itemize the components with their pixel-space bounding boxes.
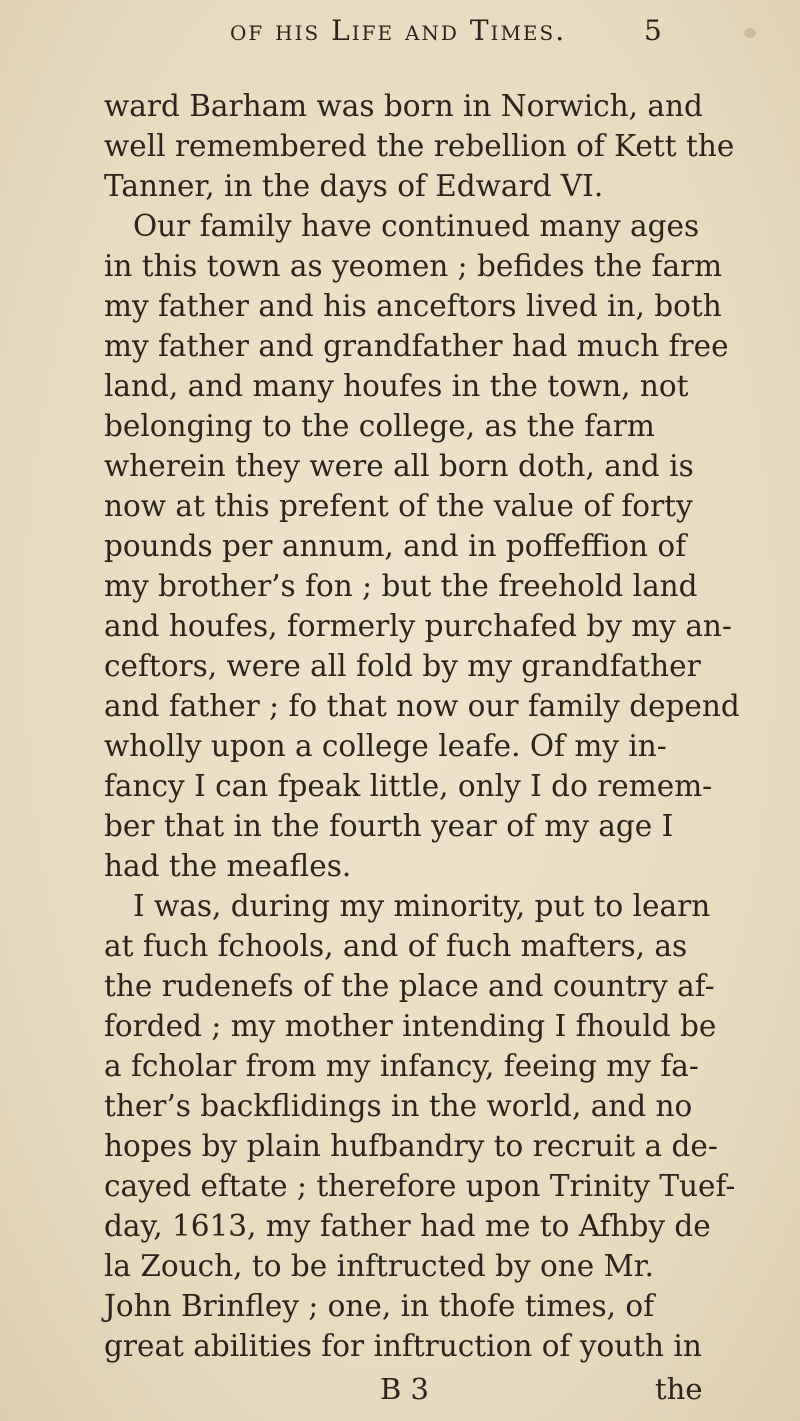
text-line: I was, during my minority, put to learn (133, 889, 711, 923)
text-line: the rudenefs of the place and country af- (104, 969, 715, 1003)
running-head (0, 14, 800, 54)
text-line: my father and grandfather had much free (104, 329, 729, 363)
text-line: my father and his anceftors lived in, both (104, 289, 722, 323)
text-line: day, 1613, my father had me to Afhby de (104, 1209, 711, 1243)
text-line: pounds per annum, and in poffeffion of (104, 529, 687, 563)
signature-mark: B 3 (380, 1372, 429, 1406)
text-line: ward Barham was born in Norwich, and (104, 89, 703, 123)
text-line: Tanner, in the days of Edward VI. (104, 169, 604, 203)
text-line: cayed eftate ; therefore upon Trinity Tuef- (104, 1169, 736, 1203)
catchword: the (655, 1372, 703, 1406)
text-line: had the meafles. (104, 849, 352, 883)
text-line: wholly upon a college leafe. Of my in- (104, 729, 667, 763)
text-line: Our family have continued many ages (133, 209, 700, 243)
text-line: John Brinfley ; one, in thofe times, of (104, 1289, 655, 1323)
text-line: great abilities for inftruction of youth in (104, 1329, 702, 1363)
text-line: ber that in the fourth year of my age I (104, 809, 674, 843)
text-line: at fuch fchools, and of fuch mafters, as (104, 929, 688, 963)
text-line: ceftors, were all fold by my grandfather (104, 649, 701, 683)
text-line: ther’s backflidings in the world, and no (104, 1089, 693, 1123)
text-line: fancy I can fpeak little, only I do remem- (104, 769, 713, 803)
text-line: forded ; my mother intending I fhould be (104, 1009, 717, 1043)
text-line: in this town as yeomen ; befides the farm (104, 249, 723, 283)
text-line: and father ; fo that now our family depend (104, 689, 740, 723)
running-title: of his Life and Times. (230, 14, 567, 47)
text-line: well remembered the rebellion of Kett the (104, 129, 735, 163)
text-line: and houfes, formerly purchafed by my an- (104, 609, 732, 643)
text-line: la Zouch, to be inftructed by one Mr. (104, 1249, 655, 1283)
text-line: belonging to the college, as the farm (104, 409, 655, 443)
text-line: now at this prefent of the value of forty (104, 489, 693, 523)
text-line: wherein they were all born doth, and is (104, 449, 694, 483)
text-line: hopes by plain hufbandry to recruit a de- (104, 1129, 718, 1163)
text-line: a fcholar from my infancy, feeing my fa- (104, 1049, 699, 1083)
text-line: my brother’s fon ; but the freehold land (104, 569, 698, 603)
page-footer (0, 1372, 800, 1412)
text-line: land, and many houfes in the town, not (104, 369, 689, 403)
page-number: 5 (644, 14, 662, 47)
